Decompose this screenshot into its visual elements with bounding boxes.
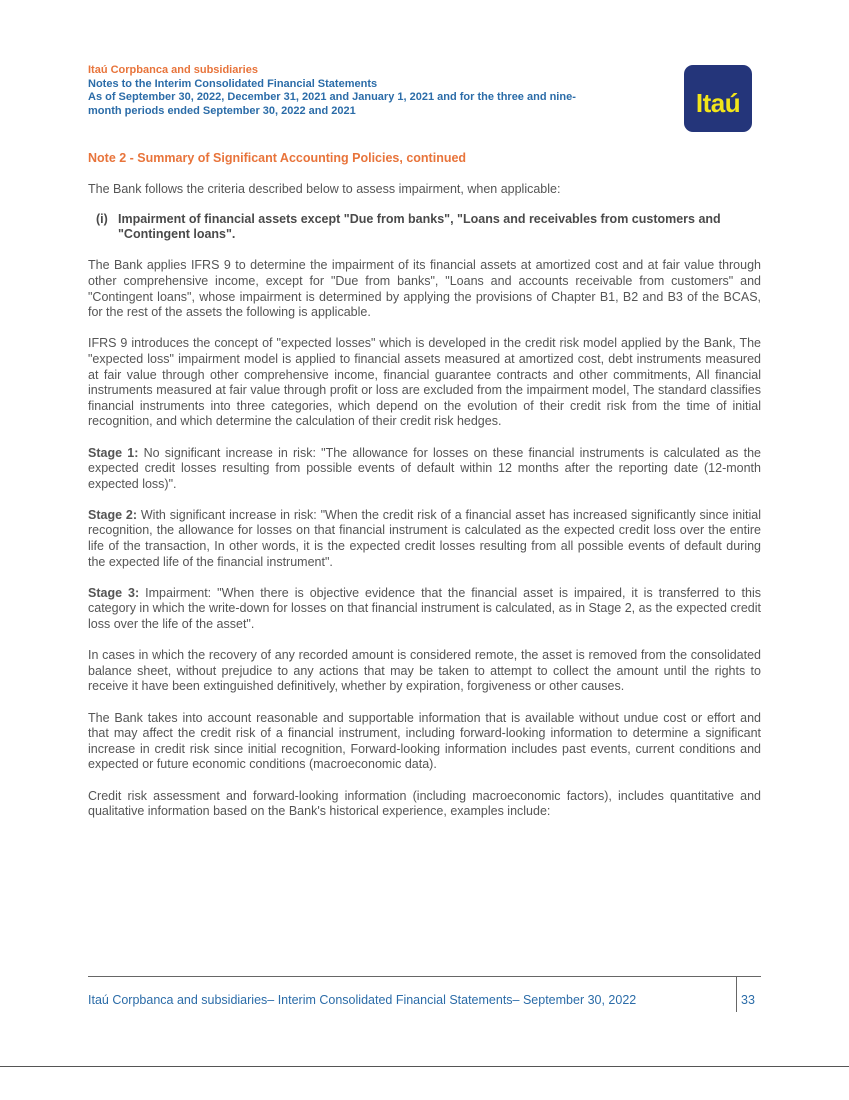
stage-2-paragraph (88, 508, 761, 570)
stage-3-label: Stage 3: (88, 585, 140, 600)
stage-2-text: With significant increase in risk: "When the credit risk of a financial asset has increased significantly since initial recognition, the allowance for losses on that financial instrument is calculated as the expected credit loss over the entire life of the transaction, In other words, it is the expected credit losses resulting from all possible events of default during the expected life of the financial instrument". (88, 507, 761, 569)
footer-divider (88, 976, 761, 977)
page-number: 33 (741, 993, 755, 1007)
list-item-i (96, 212, 761, 243)
stage-3-text: Impairment: "When there is objective evidence that the financial asset is impaired, it is transferred to this category in which the write-down for losses on that financial instrument is calculated, as in Stage 2, as the expected credit loss over the life of the asset". (88, 585, 761, 632)
note-title: Note 2 - Summary of Significant Accounting Policies, continued (88, 151, 467, 165)
list-item-text: Impairment of financial assets except "Due from banks", "Loans and receivables from customers and "Contingent loans". (118, 211, 721, 242)
paragraph-ifrs9-application: The Bank applies IFRS 9 to determine the impairment of its financial assets at amortized cost and at fair value through other comprehensive income, except for "Due from banks", "Loans and accounts receivable from customers" and "Contingent loans", whose impairment is determined by applying the provisions of Chapter B1, B2 and B3 of the BCAS, for the rest of the assets the following is applicable. (88, 258, 761, 320)
intro-paragraph: The Bank follows the criteria described below to assess impairment, when applicable: (88, 182, 561, 196)
stage-2-label: Stage 2: (88, 507, 138, 522)
period-line-2: month periods ended September 30, 2022 and 2021 (88, 104, 356, 117)
document-body (88, 182, 761, 835)
stage-3-paragraph (88, 586, 761, 633)
list-item-number: (i) (96, 211, 108, 226)
stage-1-paragraph (88, 446, 761, 493)
stage-1-label: Stage 1: (88, 445, 139, 460)
paragraph-write-off: In cases in which the recovery of any recorded amount is considered remote, the asset is removed from the consolidated balance sheet, without prejudice to any actions that may be taken to attempt to collect the amount until the rights to receive it have been extinguished definitively, whether by expiration, forgiveness or other causes. (88, 648, 761, 694)
paragraph-expected-losses: IFRS 9 introduces the concept of "expected losses" which is developed in the credit risk model applied by the Bank, The "expected loss" impairment model is applied to financial assets measured at amortized cost, debt instruments measured at fair value through other comprehensive income, financial guarantee contracts and other commitments, All financial instruments measured at fair value through profit or loss are excluded from the impairment model, The standard classifies financial instruments into three categories, which depend on the evolution of their credit risk from the time of initial recognition, and which determine the calculation of their credit risk hedges. (88, 336, 761, 429)
itau-logo-icon (684, 65, 752, 132)
footer-vertical-divider (736, 976, 737, 1012)
paragraph-credit-risk-assessment: Credit risk assessment and forward-looking information (including macroeconomic factors), includes quantitative and qualitative information based on the Bank's historical experience, examples include: (88, 788, 761, 819)
document-header (88, 64, 668, 118)
paragraph-forward-looking: The Bank takes into account reasonable and supportable information that is available without undue cost or effort and that may affect the credit risk of a financial instrument, including forward-looking information to determine a significant increase in credit risk since initial recognition, Forward-looking information includes past events, current conditions and expected or future economic conditions (macroeconomic data). (88, 710, 761, 772)
page-boundary-divider (0, 1066, 849, 1067)
stage-1-text: No significant increase in risk: "The allowance for losses on these financial instruments is calculated as the expected credit losses resulting from possible events of default within 12 months after the reporting date (12-month expected loss)". (88, 445, 761, 491)
period-line-1: As of September 30, 2022, December 31, 2021 and January 1, 2021 and for the three and nine- (88, 91, 576, 103)
footer-text: Itaú Corpbanca and subsidiaries– Interim Consolidated Financial Statements– September 30, 2022 (88, 993, 637, 1007)
company-name: Itaú Corpbanca and subsidiaries (88, 64, 258, 76)
document-subtitle: Notes to the Interim Consolidated Financial Statements (88, 77, 378, 90)
logo-text: Itaú (695, 88, 741, 118)
